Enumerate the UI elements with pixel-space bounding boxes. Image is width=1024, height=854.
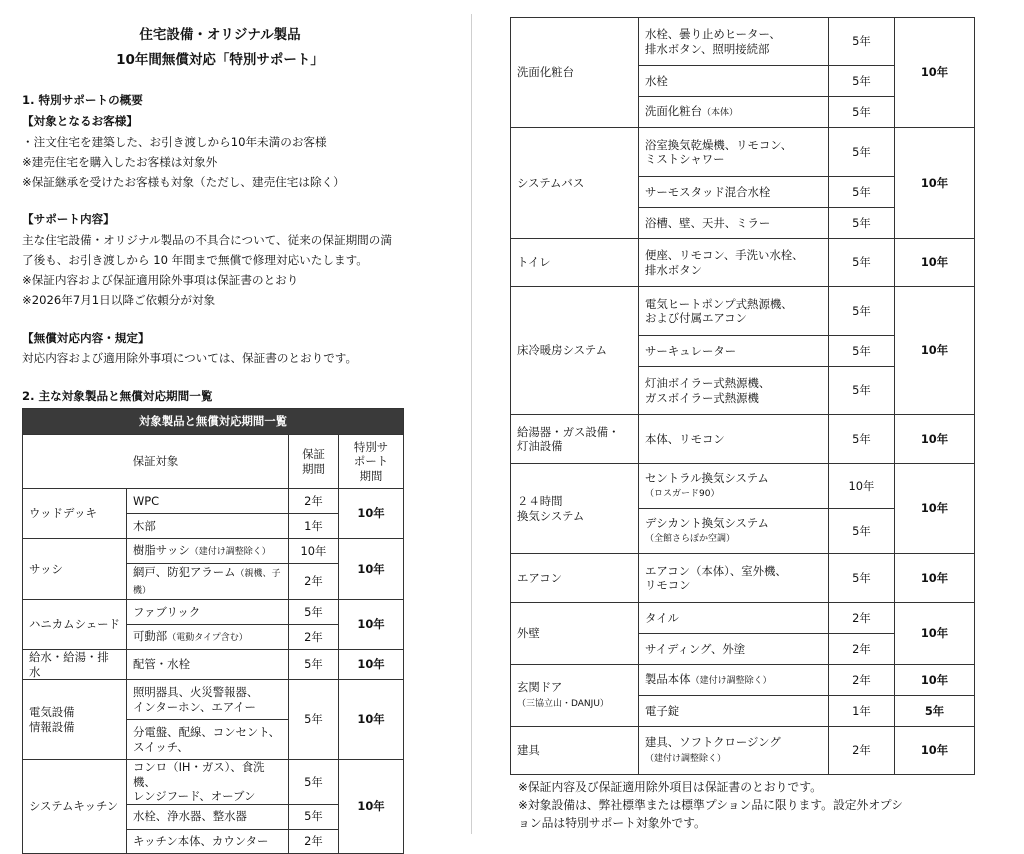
period-cell: 1年 [829,696,895,727]
column-divider [471,14,472,834]
special-cell: 10年 [339,489,404,539]
period-cell: 5年 [829,554,895,603]
item-cell: 木部 [127,514,289,539]
item-cell: 電子錠 [639,696,829,727]
item-cell: サイディング、外塗 [639,634,829,665]
special-cell: 10年 [339,650,404,680]
category-ventilation [511,464,639,554]
item-line: インターホン、エアイー [133,699,256,714]
item-note: （全館さらぽか空調） [645,534,736,544]
period-cell: 5年 [829,177,895,208]
item-cell: 配管・水栓 [127,650,289,680]
category-entrance-door [511,665,639,727]
item-note: （親機、子機） [133,569,281,596]
free-heading: 【無償対応内容・規定】 [22,331,150,345]
item-cell: WPC [127,489,289,514]
item-line: 照明器具、火災警報器、 [133,685,259,699]
special-cell: 10年 [895,415,975,464]
item-cell [127,539,289,564]
period-cell: 2年 [289,829,339,853]
col-header-target: 保証対象 [23,435,289,489]
item-line: 電気ヒートポンプ式熱源機、 [645,296,793,311]
item-text: 網戸、防犯アラーム [133,565,236,579]
item-note: （電動タイプ含む） [167,632,248,643]
special-cell: 10年 [895,554,975,603]
special-cell: 10年 [339,539,404,600]
footnote: ョン品は特別サポート対象外です。 [518,816,706,830]
item-cell [639,128,829,177]
category-floor-heating: 床冷暖房システム [511,287,639,415]
special-cell: 5年 [895,696,975,727]
period-cell: 2年 [829,634,895,665]
item-cell: 水栓 [639,66,829,97]
item-cell [127,680,289,720]
support-line: 了後も、お引き渡しから 10 年間まで無償で修理対応いたします。 [22,253,368,267]
item-cell [639,554,829,603]
category-water-heater [511,415,639,464]
category-toilet: トイレ [511,239,639,287]
category-exterior-wall: 外壁 [511,603,639,665]
support-line: 主な住宅設備・オリジナル製品の不具合について、従来の保証期間の満 [22,233,392,247]
period-cell: 5年 [289,600,339,625]
support-heading: 【サポート内容】 [22,212,115,226]
item-line: 排水ボタン、照明接続部 [645,41,770,56]
special-cell: 10年 [339,600,404,650]
period-cell: 5年 [829,336,895,367]
period-cell: 5年 [829,239,895,287]
item-note: （建付け調整除く） [690,675,772,686]
category-wood-deck: ウッドデッキ [23,489,127,539]
period-cell: 5年 [829,208,895,239]
special-cell: 10年 [895,727,975,775]
category-fittings: 建具 [511,727,639,775]
category-line: 灯油設備 [517,439,563,453]
period-cell: 2年 [829,603,895,634]
item-cell: 水栓、浄水器、整水器 [127,804,289,829]
period-cell: 5年 [829,97,895,128]
category-line: 換気システム [517,508,585,523]
target-line: ※保証継承を受けたお客様も対象（ただし、建売住宅は除く） [22,175,345,189]
item-cell [639,464,829,509]
period-cell: 1年 [289,514,339,539]
period-cell: 2年 [289,625,339,650]
item-cell [127,564,289,600]
footnote: ※保証内容及び保証適用除外項目は保証書のとおりです。 [518,780,822,794]
item-line: エアコン（本体）、室外機、 [645,563,787,578]
period-cell: 5年 [289,760,339,805]
page-subtitle: 10年間無償対応「特別サポート」 [116,52,324,68]
category-line: 電気設備 [29,705,75,719]
category-electrical [23,680,127,760]
special-cell: 10年 [339,760,404,854]
period-cell: 10年 [829,464,895,509]
special-cell: 10年 [895,603,975,665]
item-cell: タイル [639,603,829,634]
period-cell: 5年 [829,367,895,415]
special-cell: 10年 [895,287,975,415]
col-header-period: 保証期間 [289,435,339,489]
page-title: 住宅設備・オリジナル製品 [139,27,301,43]
category-line: 給湯器・ガス設備・ [517,424,620,439]
item-cell: ファブリック [127,600,289,625]
period-cell: 5年 [289,680,339,760]
item-cell [639,18,829,66]
item-line: 便座、リモコン、手洗い水栓、 [645,248,804,262]
category-system-bath: システムバス [511,128,639,239]
product-table-left [22,408,404,854]
item-cell: キッチン本体、カウンター [127,829,289,853]
item-cell: 本体、リモコン [639,415,829,464]
item-cell [639,367,829,415]
category-note: （三協立山・DANJU） [517,698,609,709]
item-note: （建付け調整除く） [645,753,727,764]
item-text: 可動部 [133,628,168,643]
footnote: ※対象設備は、弊社標準または標準プション品に限ります。設定外オプシ [518,798,903,812]
special-cell: 10年 [895,128,975,239]
period-cell: 2年 [829,665,895,696]
item-note: （ロスガード90） [645,489,720,499]
period-cell: 5年 [829,287,895,336]
item-line: 水栓、曇り止めヒーター、 [645,27,781,41]
item-line: 浴室換気乾燥機、リモコン、 [645,137,793,152]
special-cell: 10年 [895,18,975,128]
item-cell [639,287,829,336]
period-cell: 5年 [829,509,895,554]
support-line: ※保証内容および保証適用除外事項は保証書のとおり [22,273,299,287]
period-cell: 5年 [829,128,895,177]
left-column [0,0,420,851]
product-table-right [510,17,975,775]
section2-title: 2. 主な対象製品と無償対応期間一覧 [22,389,213,403]
item-note: （建付け調整除く） [189,546,271,557]
col-header-special: 特別サポート期間 [339,435,404,489]
item-note: （本体） [701,107,738,118]
category-line: 玄関ドア [517,680,563,694]
target-heading: 【対象となるお客様】 [22,114,138,128]
target-line: ※建売住宅を購入したお客様は対象外 [22,155,218,169]
item-text: 樹脂サッシ [133,542,190,557]
item-cell: 浴槽、壁、天井、ミラー [639,208,829,239]
category-line: ２４時間 [517,494,563,508]
special-cell: 10年 [895,464,975,554]
item-cell [639,239,829,287]
special-cell: 10年 [895,665,975,696]
category-line: 情報設備 [29,719,75,734]
special-cell: 10年 [339,680,404,760]
item-line: デシカント換気システム [645,515,769,530]
item-cell [639,665,829,696]
item-line: ガスボイラー式熱源機 [645,390,759,405]
item-line: 建具、ソフトクロージング [645,735,781,749]
item-line: ミストシャワー [645,152,725,166]
period-cell: 10年 [289,539,339,564]
period-cell: 5年 [829,66,895,97]
target-line: ・注文住宅を建築した、お引き渡しから10年未満のお客様 [22,135,327,149]
item-cell [127,720,289,760]
period-cell: 2年 [289,489,339,514]
item-text: 洗面化粧台 [645,103,702,118]
item-cell [639,97,829,128]
category-system-kitchen: システムキッチン [23,760,127,854]
item-cell [127,760,289,805]
category-sash: サッシ [23,539,127,600]
period-cell: 5年 [289,804,339,829]
period-cell: 2年 [289,564,339,600]
special-cell: 10年 [895,239,975,287]
item-line: スイッチ、 [133,739,189,754]
item-cell [639,727,829,775]
item-line: 灯油ボイラー式熱源機、 [645,376,771,390]
support-line: ※2026年7月1日以降ご依頼分が対象 [22,293,216,307]
item-line: および付属エアコン [645,311,747,325]
period-cell: 5年 [829,415,895,464]
item-line: コンロ（IH・ガス）、食洗機、 [133,760,265,789]
item-cell: サーキュレーター [639,336,829,367]
item-cell [639,509,829,554]
item-cell [127,625,289,650]
item-line: 分電盤、配線、コンセント、 [133,725,281,739]
table-title: 対象製品と無償対応期間一覧 [23,409,404,435]
period-cell: 2年 [829,727,895,775]
category-honeycomb-shade: ハニカムシェード [23,600,127,650]
category-water: 給水・給湯・排水 [23,650,127,680]
item-cell: サーモスタッド混合水栓 [639,177,829,208]
section1-title: 1. 特別サポートの概要 [22,93,143,107]
free-line: 対応内容および適用除外事項については、保証書のとおりです。 [22,351,358,365]
category-air-conditioner: エアコン [511,554,639,603]
item-line: セントラル換気システム [645,470,769,485]
period-cell: 5年 [829,18,895,66]
category-vanity: 洗面化粧台 [511,18,639,128]
period-cell: 5年 [289,650,339,680]
item-line: リモコン [645,578,691,592]
item-line: 排水ボタン [645,262,702,277]
item-line: レンジフード、オーブン [133,789,256,803]
item-text: 製品本体 [645,671,691,686]
